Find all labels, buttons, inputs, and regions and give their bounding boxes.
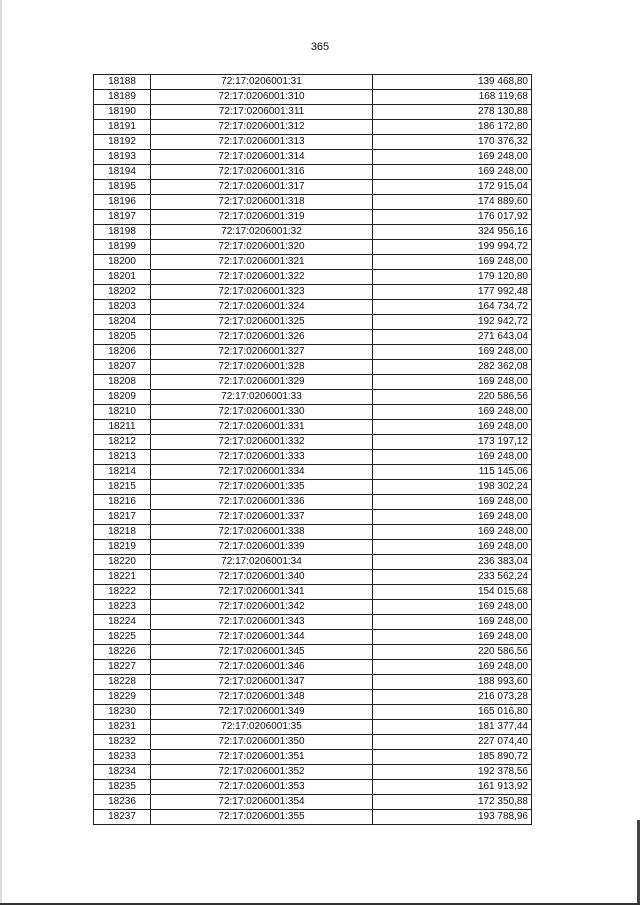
- cadastral-number-cell: 72:17:0206001:336: [151, 495, 373, 510]
- value-cell: 169 248,00: [373, 450, 532, 465]
- cadastral-number-cell: 72:17:0206001:316: [151, 165, 373, 180]
- cadastral-number-cell: 72:17:0206001:344: [151, 630, 373, 645]
- value-cell: 165 016,80: [373, 705, 532, 720]
- cadastral-number-cell: 72:17:0206001:312: [151, 120, 373, 135]
- row-number-cell: 18198: [94, 225, 151, 240]
- table-row: [94, 330, 532, 345]
- cadastral-number-cell: 72:17:0206001:353: [151, 780, 373, 795]
- row-number-cell: 18216: [94, 495, 151, 510]
- row-number-cell: 18201: [94, 270, 151, 285]
- cadastral-number-cell: 72:17:0206001:350: [151, 735, 373, 750]
- table-row: [94, 540, 532, 555]
- table-row: [94, 360, 532, 375]
- row-number-cell: 18234: [94, 765, 151, 780]
- table-row: [94, 375, 532, 390]
- cadastral-number-cell: 72:17:0206001:352: [151, 765, 373, 780]
- cadastral-number-cell: 72:17:0206001:330: [151, 405, 373, 420]
- row-number-cell: 18217: [94, 510, 151, 525]
- table-row: [94, 705, 532, 720]
- cadastral-number-cell: 72:17:0206001:326: [151, 330, 373, 345]
- table-row: [94, 600, 532, 615]
- cadastral-number-cell: 72:17:0206001:320: [151, 240, 373, 255]
- value-cell: 177 992,48: [373, 285, 532, 300]
- row-number-cell: 18232: [94, 735, 151, 750]
- value-cell: 199 994,72: [373, 240, 532, 255]
- value-cell: 186 172,80: [373, 120, 532, 135]
- table-body: [94, 75, 532, 825]
- value-cell: 169 248,00: [373, 405, 532, 420]
- row-number-cell: 18227: [94, 660, 151, 675]
- table-row: [94, 735, 532, 750]
- row-number-cell: 18235: [94, 780, 151, 795]
- row-number-cell: 18210: [94, 405, 151, 420]
- value-cell: 169 248,00: [373, 150, 532, 165]
- table-row: [94, 480, 532, 495]
- table-row: [94, 570, 532, 585]
- value-cell: 169 248,00: [373, 525, 532, 540]
- value-cell: 169 248,00: [373, 510, 532, 525]
- row-number-cell: 18212: [94, 435, 151, 450]
- cadastral-number-cell: 72:17:0206001:354: [151, 795, 373, 810]
- row-number-cell: 18188: [94, 75, 151, 90]
- cadastral-number-cell: 72:17:0206001:323: [151, 285, 373, 300]
- table-row: [94, 75, 532, 90]
- value-cell: 161 913,92: [373, 780, 532, 795]
- cadastral-number-cell: 72:17:0206001:345: [151, 645, 373, 660]
- cadastral-number-cell: 72:17:0206001:322: [151, 270, 373, 285]
- table-row: [94, 495, 532, 510]
- table-row: [94, 135, 532, 150]
- row-number-cell: 18236: [94, 795, 151, 810]
- table-row: [94, 195, 532, 210]
- value-cell: 169 248,00: [373, 420, 532, 435]
- row-number-cell: 18237: [94, 810, 151, 825]
- page-number: 365: [310, 41, 330, 53]
- table-row: [94, 315, 532, 330]
- cadastral-number-cell: 72:17:0206001:314: [151, 150, 373, 165]
- cadastral-number-cell: 72:17:0206001:319: [151, 210, 373, 225]
- table-row: [94, 810, 532, 825]
- row-number-cell: 18219: [94, 540, 151, 555]
- value-cell: 192 378,56: [373, 765, 532, 780]
- table-row: [94, 90, 532, 105]
- table-row: [94, 660, 532, 675]
- value-cell: 324 956,16: [373, 225, 532, 240]
- cadastral-number-cell: 72:17:0206001:355: [151, 810, 373, 825]
- row-number-cell: 18191: [94, 120, 151, 135]
- cadastral-number-cell: 72:17:0206001:338: [151, 525, 373, 540]
- row-number-cell: 18193: [94, 150, 151, 165]
- row-number-cell: 18225: [94, 630, 151, 645]
- cadastral-number-cell: 72:17:0206001:331: [151, 420, 373, 435]
- row-number-cell: 18205: [94, 330, 151, 345]
- row-number-cell: 18206: [94, 345, 151, 360]
- value-cell: 169 248,00: [373, 660, 532, 675]
- row-number-cell: 18192: [94, 135, 151, 150]
- row-number-cell: 18211: [94, 420, 151, 435]
- table-row: [94, 435, 532, 450]
- cadastral-number-cell: 72:17:0206001:321: [151, 255, 373, 270]
- cadastral-number-cell: 72:17:0206001:333: [151, 450, 373, 465]
- cadastral-number-cell: 72:17:0206001:328: [151, 360, 373, 375]
- table-row: [94, 510, 532, 525]
- value-cell: 179 120,80: [373, 270, 532, 285]
- table-row: [94, 525, 532, 540]
- row-number-cell: 18209: [94, 390, 151, 405]
- row-number-cell: 18200: [94, 255, 151, 270]
- table-row: [94, 585, 532, 600]
- cadastral-number-cell: 72:17:0206001:347: [151, 675, 373, 690]
- row-number-cell: 18203: [94, 300, 151, 315]
- scan-left-edge: [0, 0, 2, 905]
- table-row: [94, 240, 532, 255]
- value-cell: 278 130,88: [373, 105, 532, 120]
- table-row: [94, 450, 532, 465]
- table-row: [94, 630, 532, 645]
- table-row: [94, 645, 532, 660]
- cadastral-number-cell: 72:17:0206001:329: [151, 375, 373, 390]
- table-row: [94, 285, 532, 300]
- table-row: [94, 765, 532, 780]
- row-number-cell: 18229: [94, 690, 151, 705]
- cadastral-number-cell: 72:17:0206001:341: [151, 585, 373, 600]
- row-number-cell: 18214: [94, 465, 151, 480]
- table-row: [94, 420, 532, 435]
- table-row: [94, 300, 532, 315]
- cadastral-number-cell: 72:17:0206001:332: [151, 435, 373, 450]
- cadastral-number-cell: 72:17:0206001:349: [151, 705, 373, 720]
- cadastral-number-cell: 72:17:0206001:318: [151, 195, 373, 210]
- row-number-cell: 18213: [94, 450, 151, 465]
- cadastral-number-cell: 72:17:0206001:346: [151, 660, 373, 675]
- table-row: [94, 345, 532, 360]
- value-cell: 169 248,00: [373, 375, 532, 390]
- value-cell: 220 586,56: [373, 645, 532, 660]
- value-cell: 236 383,04: [373, 555, 532, 570]
- cadastral-number-cell: 72:17:0206001:337: [151, 510, 373, 525]
- cadastral-number-cell: 72:17:0206001:334: [151, 465, 373, 480]
- table-row: [94, 720, 532, 735]
- row-number-cell: 18195: [94, 180, 151, 195]
- table-row: [94, 255, 532, 270]
- cadastral-number-cell: 72:17:0206001:31: [151, 75, 373, 90]
- table-row: [94, 225, 532, 240]
- row-number-cell: 18202: [94, 285, 151, 300]
- row-number-cell: 18207: [94, 360, 151, 375]
- data-table-wrapper: [93, 74, 531, 825]
- value-cell: 139 468,80: [373, 75, 532, 90]
- row-number-cell: 18222: [94, 585, 151, 600]
- value-cell: 115 145,06: [373, 465, 532, 480]
- cadastral-number-cell: 72:17:0206001:335: [151, 480, 373, 495]
- cadastral-number-cell: 72:17:0206001:313: [151, 135, 373, 150]
- cadastral-number-cell: 72:17:0206001:327: [151, 345, 373, 360]
- value-cell: 169 248,00: [373, 495, 532, 510]
- cadastral-number-cell: 72:17:0206001:310: [151, 90, 373, 105]
- table-row: [94, 780, 532, 795]
- cadastral-number-cell: 72:17:0206001:325: [151, 315, 373, 330]
- table-row: [94, 690, 532, 705]
- table-row: [94, 615, 532, 630]
- row-number-cell: 18221: [94, 570, 151, 585]
- table-row: [94, 675, 532, 690]
- value-cell: 181 377,44: [373, 720, 532, 735]
- cadastral-number-cell: 72:17:0206001:35: [151, 720, 373, 735]
- value-cell: 282 362,08: [373, 360, 532, 375]
- value-cell: 154 015,68: [373, 585, 532, 600]
- value-cell: 169 248,00: [373, 255, 532, 270]
- row-number-cell: 18233: [94, 750, 151, 765]
- row-number-cell: 18224: [94, 615, 151, 630]
- table-row: [94, 150, 532, 165]
- cadastral-number-cell: 72:17:0206001:317: [151, 180, 373, 195]
- row-number-cell: 18223: [94, 600, 151, 615]
- row-number-cell: 18199: [94, 240, 151, 255]
- row-number-cell: 18189: [94, 90, 151, 105]
- cadastral-number-cell: 72:17:0206001:340: [151, 570, 373, 585]
- table-row: [94, 750, 532, 765]
- value-cell: 193 788,96: [373, 810, 532, 825]
- row-number-cell: 18215: [94, 480, 151, 495]
- value-cell: 169 248,00: [373, 615, 532, 630]
- cadastral-number-cell: 72:17:0206001:324: [151, 300, 373, 315]
- value-cell: 169 248,00: [373, 165, 532, 180]
- row-number-cell: 18208: [94, 375, 151, 390]
- table-row: [94, 270, 532, 285]
- value-cell: 220 586,56: [373, 390, 532, 405]
- table-row: [94, 210, 532, 225]
- cadastral-number-cell: 72:17:0206001:342: [151, 600, 373, 615]
- data-table: [93, 74, 532, 825]
- row-number-cell: 18230: [94, 705, 151, 720]
- value-cell: 176 017,92: [373, 210, 532, 225]
- table-row: [94, 105, 532, 120]
- value-cell: 170 376,32: [373, 135, 532, 150]
- table-row: [94, 120, 532, 135]
- value-cell: 168 119,68: [373, 90, 532, 105]
- row-number-cell: 18194: [94, 165, 151, 180]
- cadastral-number-cell: 72:17:0206001:34: [151, 555, 373, 570]
- cadastral-number-cell: 72:17:0206001:33: [151, 390, 373, 405]
- value-cell: 174 889,60: [373, 195, 532, 210]
- value-cell: 164 734,72: [373, 300, 532, 315]
- cadastral-number-cell: 72:17:0206001:348: [151, 690, 373, 705]
- value-cell: 173 197,12: [373, 435, 532, 450]
- table-row: [94, 555, 532, 570]
- cadastral-number-cell: 72:17:0206001:311: [151, 105, 373, 120]
- value-cell: 271 643,04: [373, 330, 532, 345]
- value-cell: 169 248,00: [373, 345, 532, 360]
- table-row: [94, 405, 532, 420]
- value-cell: 233 562,24: [373, 570, 532, 585]
- cadastral-number-cell: 72:17:0206001:339: [151, 540, 373, 555]
- row-number-cell: 18220: [94, 555, 151, 570]
- value-cell: 169 248,00: [373, 630, 532, 645]
- row-number-cell: 18204: [94, 315, 151, 330]
- row-number-cell: 18196: [94, 195, 151, 210]
- table-row: [94, 390, 532, 405]
- value-cell: 216 073,28: [373, 690, 532, 705]
- value-cell: 169 248,00: [373, 540, 532, 555]
- row-number-cell: 18190: [94, 105, 151, 120]
- cadastral-number-cell: 72:17:0206001:351: [151, 750, 373, 765]
- row-number-cell: 18228: [94, 675, 151, 690]
- table-row: [94, 795, 532, 810]
- value-cell: 172 350,88: [373, 795, 532, 810]
- table-row: [94, 465, 532, 480]
- row-number-cell: 18218: [94, 525, 151, 540]
- row-number-cell: 18231: [94, 720, 151, 735]
- table-row: [94, 165, 532, 180]
- row-number-cell: 18226: [94, 645, 151, 660]
- value-cell: 192 942,72: [373, 315, 532, 330]
- value-cell: 198 302,24: [373, 480, 532, 495]
- value-cell: 172 915,04: [373, 180, 532, 195]
- cadastral-number-cell: 72:17:0206001:343: [151, 615, 373, 630]
- value-cell: 188 993,60: [373, 675, 532, 690]
- cadastral-number-cell: 72:17:0206001:32: [151, 225, 373, 240]
- value-cell: 185 890,72: [373, 750, 532, 765]
- value-cell: 169 248,00: [373, 600, 532, 615]
- row-number-cell: 18197: [94, 210, 151, 225]
- table-row: [94, 180, 532, 195]
- value-cell: 227 074,40: [373, 735, 532, 750]
